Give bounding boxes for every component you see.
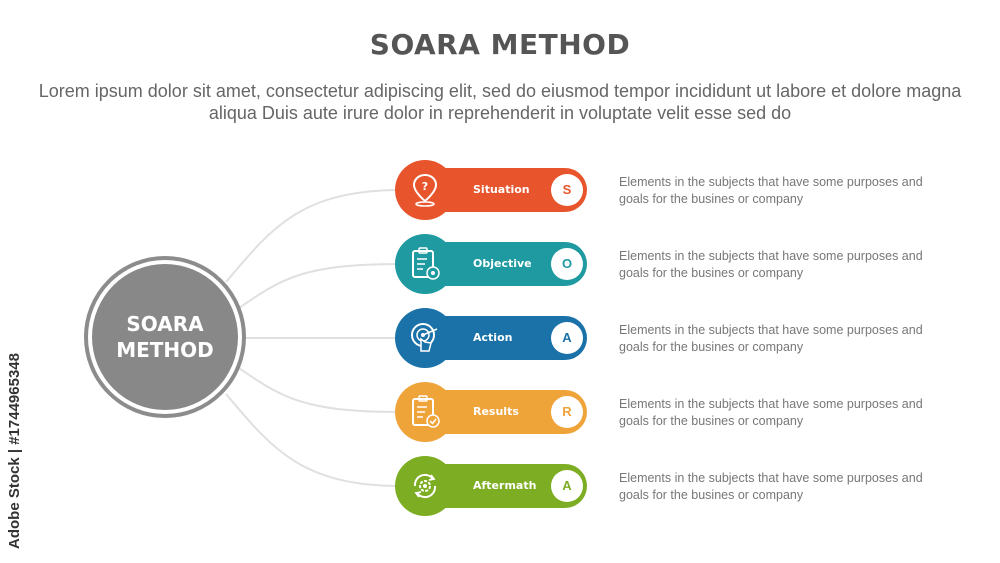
page-subtitle: Lorem ipsum dolor sit amet, consectetur adipiscing elit, sed do eiusmod tempor incididunt ut labore et dolore magna aliqua Duis aute irure dolor in reprehenderit in voluptate velit esse sed do [38,81,962,123]
step-description: Elements in the subjects that have some purposes and goals for the busines or company [619,175,923,206]
step-results [395,382,935,442]
step-letter: O [551,248,583,280]
step-label: Objective [473,257,532,270]
step-label: Action [473,331,513,344]
step-icon-circle [395,308,455,368]
stock-watermark: Adobe Stock | #1744965348 [6,353,23,549]
gear-cycle-icon [409,470,441,502]
step-description: Elements in the subjects that have some purposes and goals for the busines or company [619,249,923,280]
step-label: Situation [473,183,530,196]
step-description: Elements in the subjects that have some purposes and goals for the busines or company [619,397,923,428]
step-description: Elements in the subjects that have some purposes and goals for the busines or company [619,323,923,354]
step-icon-circle [395,160,455,220]
step-objective [395,234,935,294]
step-description: Elements in the subjects that have some purposes and goals for the busines or company [619,471,923,502]
step-label: Results [473,405,519,418]
step-icon-circle [395,234,455,294]
location-question-icon [410,173,440,207]
target-click-icon [409,321,441,355]
page-title: SOARA METHOD [369,28,631,61]
step-letter: A [551,322,583,354]
hub-label: SOARA METHOD [116,312,214,362]
step-icon-circle [395,382,455,442]
step-icon-circle [395,456,455,516]
step-letter: A [551,470,583,502]
clipboard-target-icon [409,247,441,281]
step-letter: R [551,396,583,428]
svg-text:?: ? [421,180,429,193]
hub-circle [92,264,238,410]
clipboard-check-icon [409,395,441,429]
step-label: Aftermath [473,479,537,492]
step-action [395,308,935,368]
step-situation [395,160,935,220]
step-letter: S [551,174,583,206]
step-aftermath [395,456,935,516]
